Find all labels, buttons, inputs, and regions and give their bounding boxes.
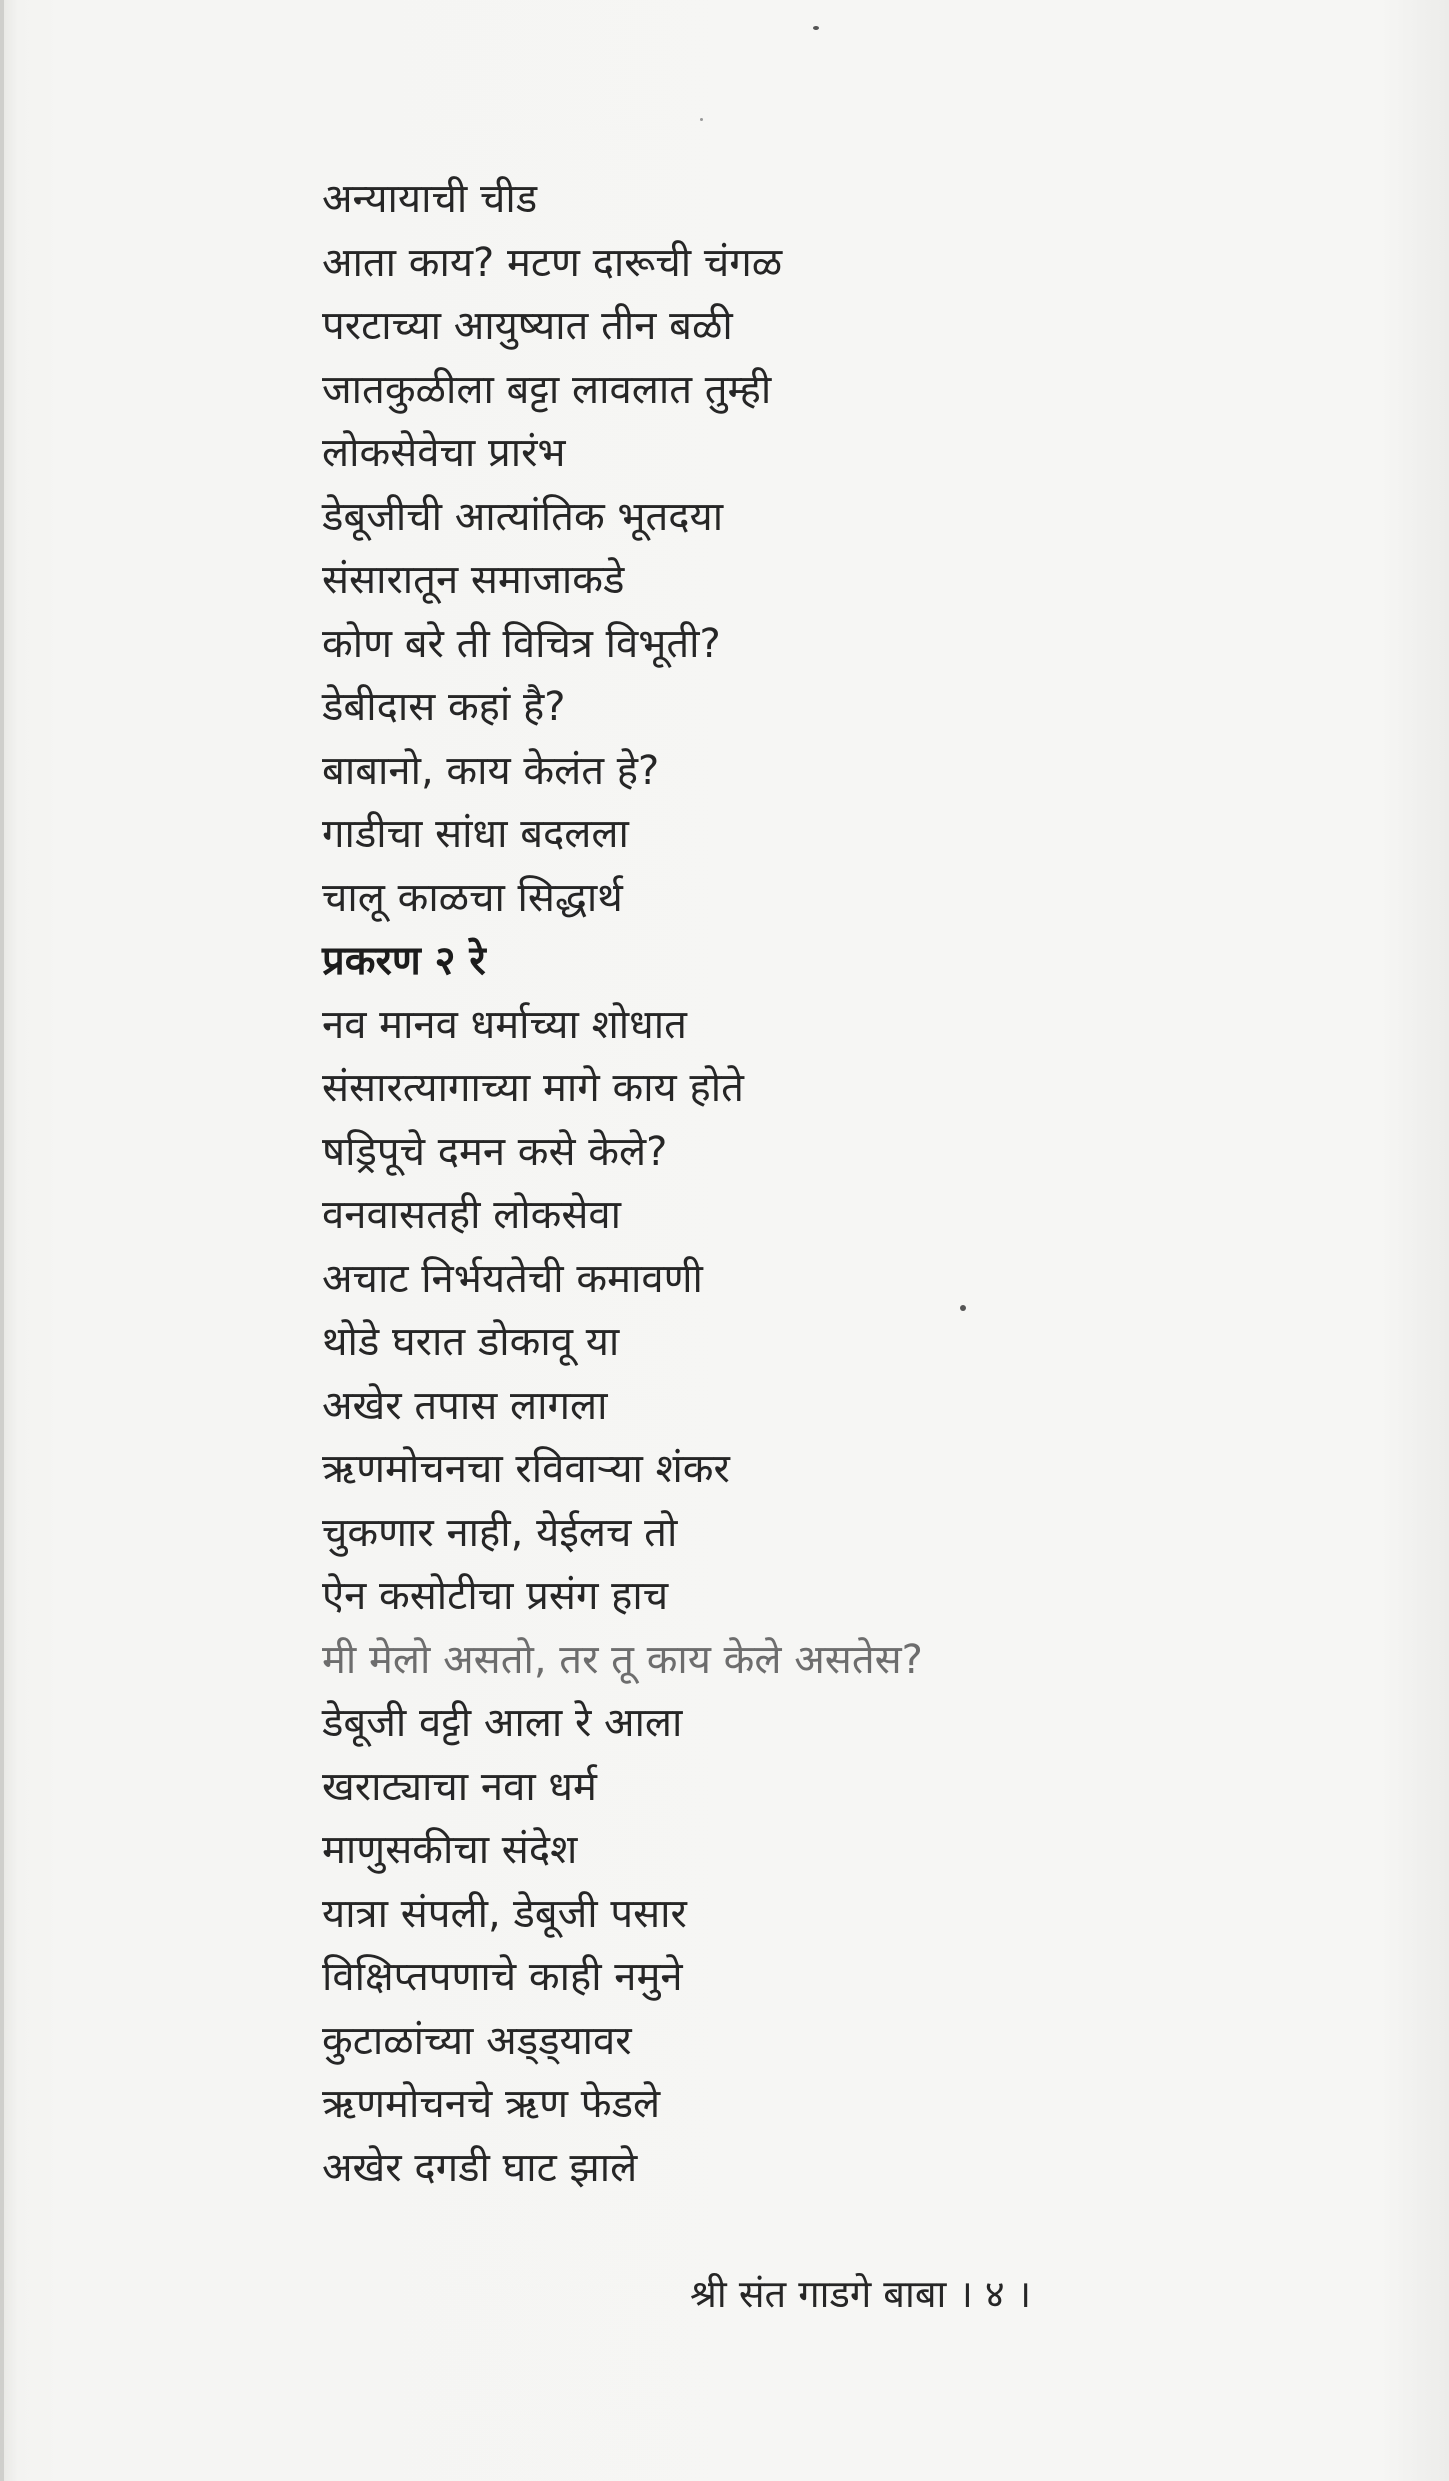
- toc-entry: विक्षिप्तपणाचे काही नमुने: [322, 1954, 683, 2000]
- toc-entry: संसारातून समाजाकडे: [322, 557, 625, 603]
- toc-entry: चुकणार नाही, येईलच तो: [322, 1509, 678, 1556]
- toc-entry: कुटाळांच्या अड्ड्यावर: [322, 2017, 632, 2064]
- toc-entry: बाबानो, काय केलंत हे?: [322, 747, 660, 794]
- toc-entry: ऋणमोचनचा रविवाऱ्या शंकर: [322, 1446, 730, 1492]
- toc-entry: चालू काळचा सिद्धार्थ: [322, 874, 623, 921]
- toc-entry: डेबूजी वट्टी आला रे आला: [322, 1700, 683, 1746]
- toc-entry: कोण बरे ती विचित्र विभूती?: [322, 620, 721, 667]
- toc-entry: संसारत्यागाच्या मागे काय होते: [322, 1065, 744, 1111]
- toc-entry: ऐन कसोटीचा प्रसंग हाच: [322, 1573, 669, 1619]
- table-of-contents: [322, 168, 1322, 2200]
- toc-entry: यात्रा संपली, डेबूजी पसार: [322, 1890, 687, 1937]
- toc-entry: माणुसकीचा संदेश: [322, 1827, 578, 1873]
- toc-entry: खराट्याचा नवा धर्म: [322, 1763, 597, 1810]
- toc-entry: अन्यायाची चीड: [322, 176, 538, 222]
- toc-entry: अखेर दगडी घाट झाले: [322, 2144, 638, 2191]
- toc-entry: परटाच्या आयुष्यात तीन बळी: [322, 303, 733, 349]
- toc-entry: अचाट निर्भयतेची कमावणी: [322, 1255, 703, 1302]
- toc-entry: गाडीचा सांधा बदलला: [322, 811, 629, 857]
- toc-entry: नव मानव धर्माच्या शोधात: [322, 1001, 687, 1048]
- page-footer: श्री संत गाडगे बाबा । ४ ।: [690, 2272, 1032, 2316]
- toc-entry: जातकुळीला बट्टा लावलात तुम्ही: [322, 366, 772, 413]
- toc-entry: थोडे घरात डोकावू या: [322, 1319, 620, 1365]
- toc-entry: डेबीदास कहां है?: [322, 684, 566, 730]
- toc-entry: अखेर तपास लागला: [322, 1382, 608, 1429]
- chapter-heading: प्रकरण २ रे: [322, 938, 486, 984]
- ink-speck: [813, 26, 819, 30]
- toc-entry: वनवासतही लोकसेवा: [322, 1192, 622, 1238]
- toc-entry: मी मेलो असतो, तर तू काय केले असतेस?: [322, 1636, 923, 1683]
- toc-entry: लोकसेवेचा प्रारंभ: [322, 430, 566, 476]
- page-binding-edge: [0, 0, 4, 2481]
- toc-entry: डेबूजीची आत्यांतिक भूतदया: [322, 493, 724, 540]
- toc-entry: आता काय? मटण दारूची चंगळ: [322, 239, 783, 286]
- toc-entry: ऋणमोचनचे ऋण फेडले: [322, 2081, 661, 2127]
- toc-entry: षड्रिपूचे दमन कसे केले?: [322, 1128, 668, 1175]
- ink-speck: [700, 118, 703, 121]
